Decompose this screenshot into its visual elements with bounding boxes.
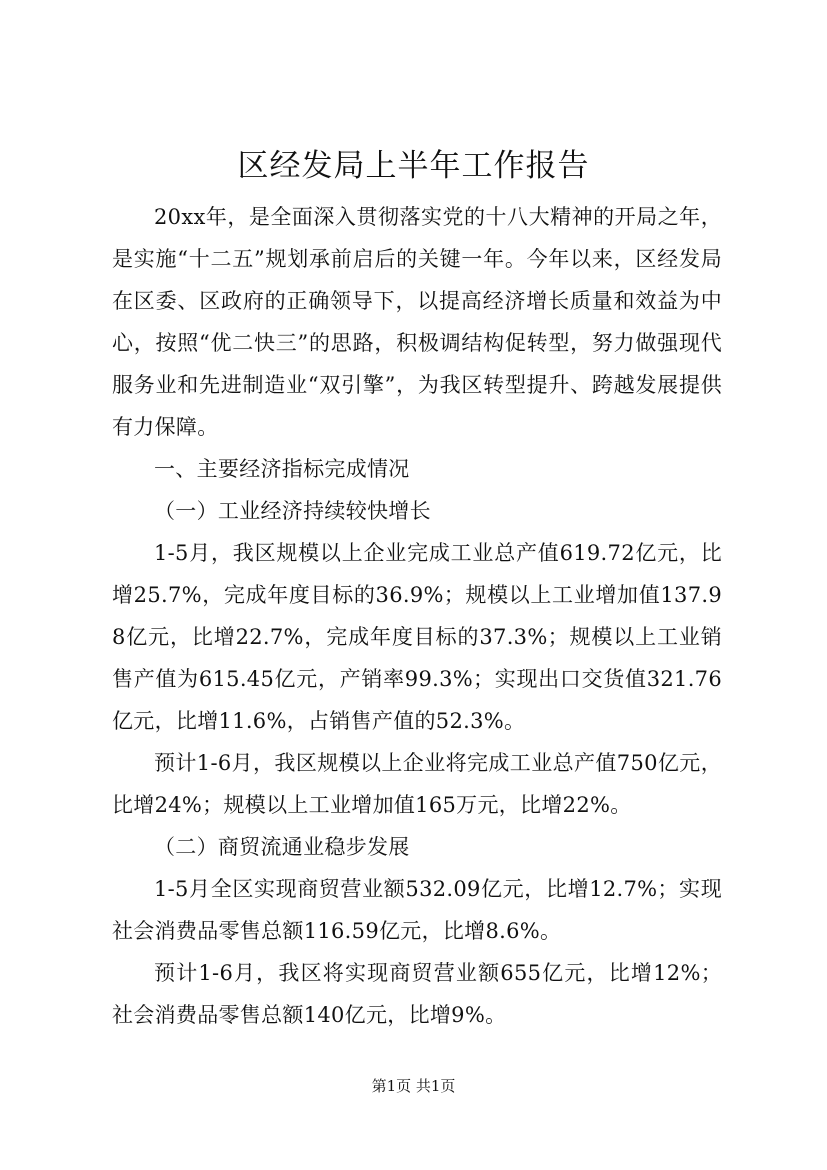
paragraph-intro: 20xx年，是全面深入贯彻落实党的十八大精神的开局之年，是实施“十二五”规划承前启后的关键一年。今年以来，区经发局在区委、区政府的正确领导下，以提高经济增长质量和效益为中心，按照“优二快三”的思路，积极调结构促转型，努力做强现代服务业和先进制造业“双引擎”，为我区转型提升、跨越发展提供有力保障。	[112, 205, 722, 439]
paragraph-trade-2: 预计1-6月，我区将实现商贸营业额655亿元，比增12%；社会消费品零售总额140亿元，比增9%。	[112, 961, 722, 1027]
paragraph-trade-1: 1-5月全区实现商贸营业额532.09亿元，比增12.7%；实现社会消费品零售总额116.59亿元，比增8.6%。	[112, 877, 722, 943]
page-footer: 第1页 共1页	[371, 1077, 456, 1095]
subsection-heading-2: （二）商贸流通业稳步发展	[154, 835, 410, 859]
section-heading-1: 一、主要经济指标完成情况	[154, 457, 410, 481]
subsection-heading-1: （一）工业经济持续较快增长	[154, 499, 431, 523]
document-body	[112, 196, 722, 1036]
paragraph-industry-2: 预计1-6月，我区规模以上企业将完成工业总产值750亿元，比增24%；规模以上工业增加值165万元，比增22%。	[112, 751, 722, 817]
paragraph-industry-1: 1-5月，我区规模以上企业完成工业总产值619.72亿元，比增25.7%，完成年度目标的36.9%；规模以上工业增加值137.98亿元，比增22.7%，完成年度目标的37.3%；规模以上工业销售产值为615.45亿元，产销率99.3%；实现出口交货值321.76亿元，比增11.6%，占销售产值的52.3%。	[112, 541, 722, 733]
document-title: 区经发局上半年工作报告	[237, 148, 590, 184]
